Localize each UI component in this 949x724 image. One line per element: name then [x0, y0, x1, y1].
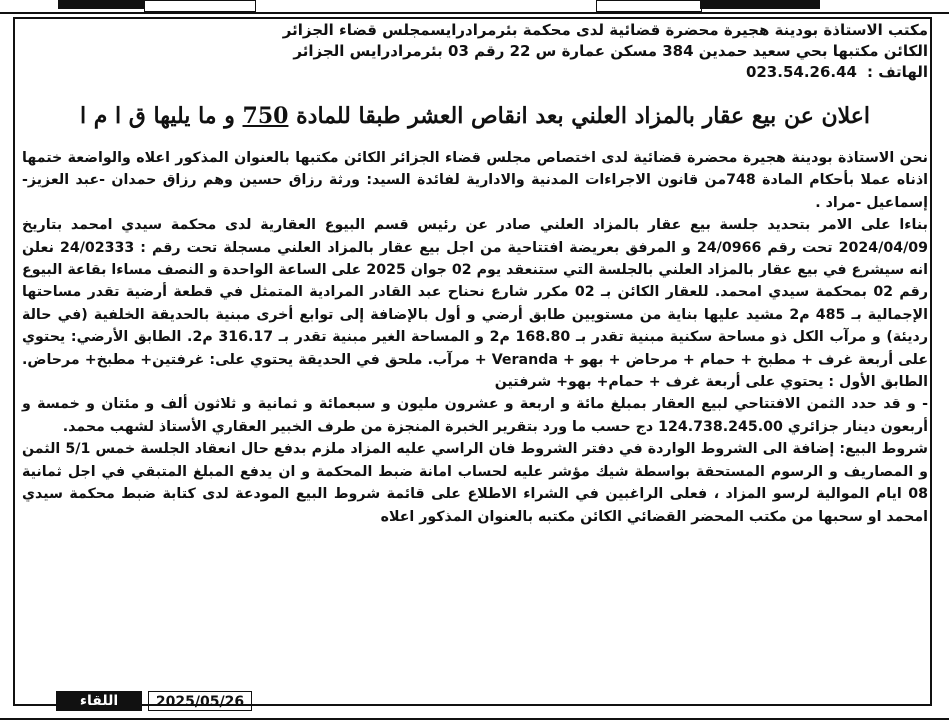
title-text-after: و ما يليها ق ا م ا — [79, 103, 235, 129]
title-text-before: اعلان عن بيع عقار بالمزاد العلني بعد انقاص العشر طبقا للمادة — [296, 103, 871, 129]
top-strip-black-tab-left — [58, 0, 144, 9]
paragraph-opening-price: - و قد حدد الثمن الافتتاحي لبيع العقار بمبلغ مائة و اربعة و عشرون مليون و سبعمائة و ثمانية و ثلاثون ألف و مئتان و خمسة و أربعون دينار جزائري 124.738.245.00 دج حسب ما ورد بتقرير الخبرة المنجزة من طرف الخبير العقاري الأستاذ لشهب محمد. — [22, 396, 928, 435]
notice-document — [22, 20, 928, 528]
paragraph-sale-details: بناءا على الامر بتحديد جلسة بيع عقار بالمزاد العلني صادر عن رئيس قسم البيوع العقارية لدى محكمة سيدي امحمد بتاريخ 2024/04/09 تحت رقم 24/0966 و المرفق بعريضة افتتاحية من اجل بيع عقار بالمزاد العلني مسجلة تحت رقم : 24/02333 نعلن انه سيشرع في بيع عقار بالمزاد العلني بالجلسة التي ستنعقد يوم 02 جوان 2025 على الساعة الواحدة و النصف مساءا بقاعة البيوع رقم 02 بمحكمة سيدي امحمد. للعقار الكائن بـ 02 مكرر شارع نحناح عبد القادر المرادية المتمثل في قطعة أرضية تقدر مساحتها الإجمالية بـ 485 م2 مشيد عليها بناية من مستويين طابق أرضي و أول بالإضافة إلى توابع أخرى مبنية بالحديقة الخلفية (في حالة رديئة) و مرآب الكل ذو مساحة سكنية مبنية تقدر بـ 168.80 م2 و المساحة الغير مبنية تقدر بـ 316.17 م2. الطابق الأرضي: يحتوي على أربعة غرف + مطبخ + حمام + مرحاض + بهو + Veranda + مرآب. ملحق في الحديقة يحتوي على: غرفتين+ مطبخ+ مرحاض. الطابق الأول : يحتوي على أربعة غرف + حمام+ بهو+ شرفتين — [22, 217, 929, 391]
top-strip-black-tab-right — [700, 0, 820, 9]
top-strip-date-box-left — [144, 0, 256, 12]
office-line-2: الكائن مكتبها بحي سعيد حمدين 384 مسكن عمارة س 22 رقم 03 بئرمرادرايس الجزائر — [293, 42, 928, 60]
notice-title — [22, 99, 928, 133]
title-article-number: 750 — [242, 103, 289, 129]
footer-rule — [0, 718, 949, 720]
newspaper-footer — [0, 688, 949, 724]
phone-label: الهاتف : — [866, 63, 928, 81]
office-header — [22, 20, 928, 83]
top-rule — [0, 12, 949, 14]
notice-body — [22, 147, 928, 528]
phone-number: 023.54.26.44 — [745, 63, 857, 81]
top-strip-date-box-right — [596, 0, 702, 12]
newspaper-name-tag: اللقاء — [56, 691, 142, 711]
paragraph-introduction: نحن الاستاذة بودينة هجيرة محضرة قضائية لدى اختصاص مجلس قضاء الجزائر الكائن مكتبها بالعنوان المذكور اعلاه والواضعة ختمها اذناه عملا بأحكام المادة 748من قانون الاجراءات المدنية والادارية لفائدة السيد: ورثة رزاق حسين وهم رزاق حمدان -عبد العزيز-إسماعيل -مراد . — [22, 150, 928, 211]
office-line-1: مكتب الاستاذة بودينة هجيرة محضرة قضائية لدى محكمة بئرمرادرايسمجلس قضاء الجزائر — [282, 21, 928, 39]
phone-line — [22, 62, 928, 83]
publication-date: 2025/05/26 — [148, 691, 252, 711]
paragraph-sale-conditions: شروط البيع: إضافة الى الشروط الواردة في دفتر الشروط فان الراسي عليه المزاد ملزم بدفع حال انعقاد الجلسة خمس 5/1 الثمن و المصاريف و الرسوم المستحقة بواسطة شيك مؤشر عليه لحساب امانة ضبط المحكمة و ان يدفع المبلغ المتبقي في اجل ثمانية 08 ايام الموالية لرسو المزاد ، فعلى الراغبين في الشراء الاطلاع على قائمة شروط البيع المودعة لدى كتابة ضبط محكمة سيدي امحمد او سحبها من مكتب المحضر القضائي الكائن مكتبه بالعنوان المذكور اعلاه — [22, 441, 929, 525]
